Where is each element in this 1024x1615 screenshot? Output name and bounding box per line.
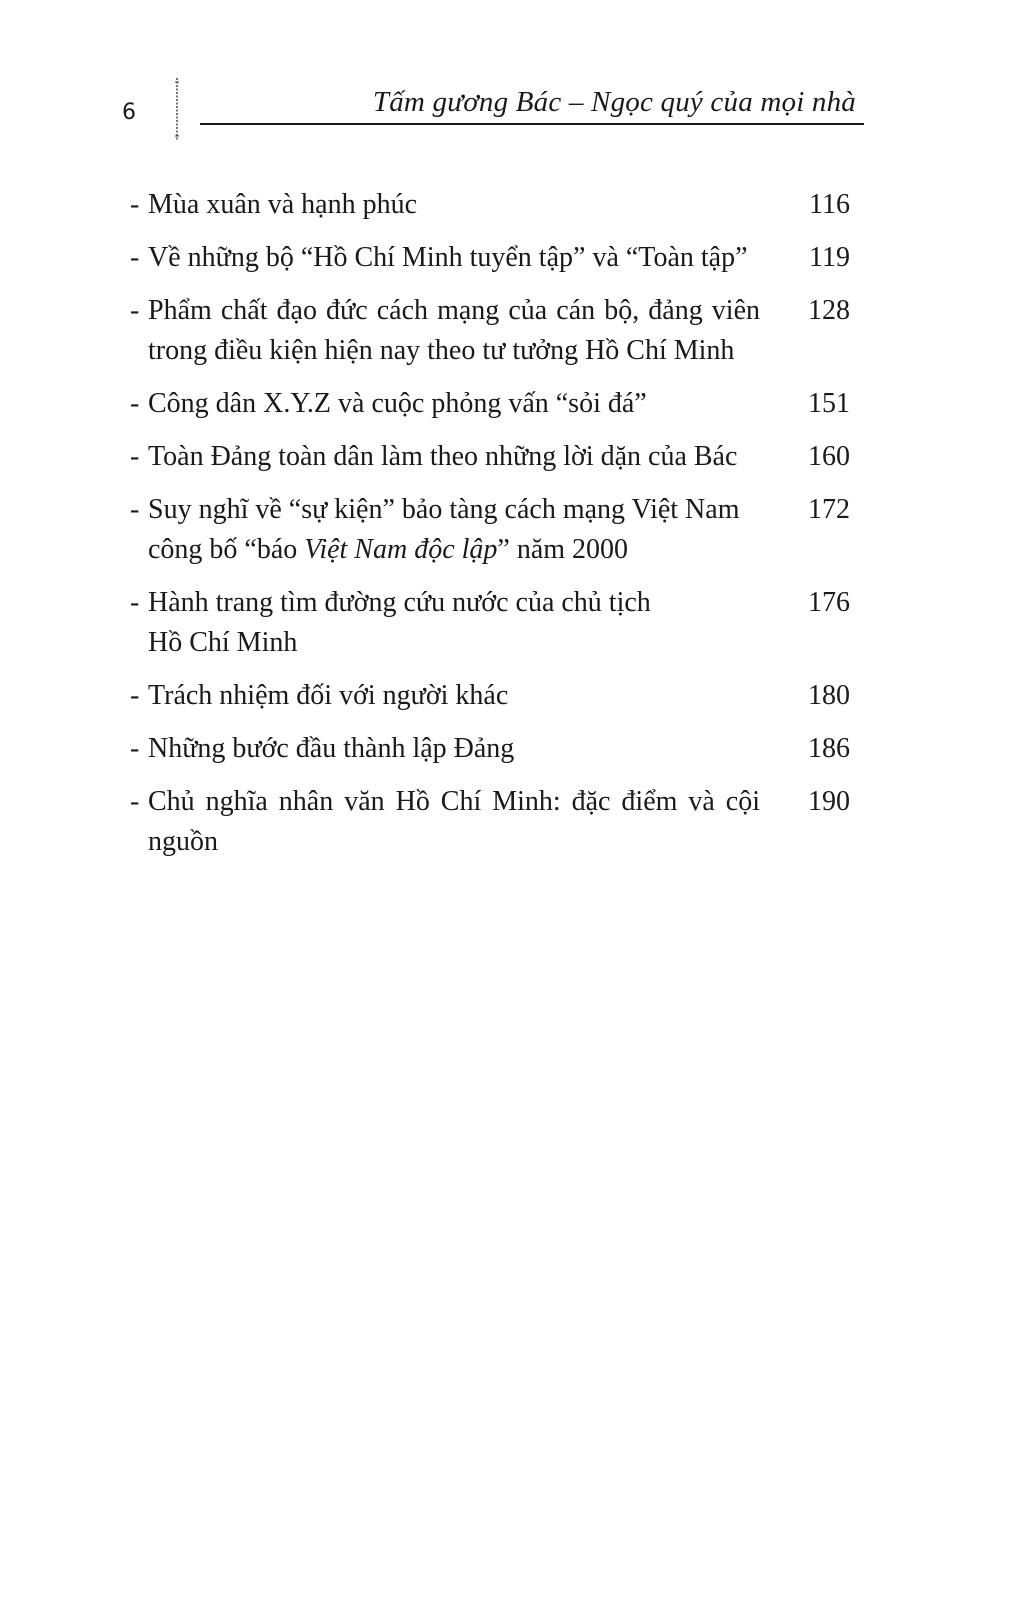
toc-bullet: -	[130, 189, 140, 220]
toc-bullet: -	[130, 295, 140, 326]
toc-entry-title: Chủ nghĩa nhân văn Hồ Chí Minh: đặc điểm và cội nguồn	[148, 786, 760, 857]
toc-entry-title	[148, 490, 760, 570]
toc-bullet: -	[130, 388, 140, 419]
toc-entry-title-part: ” năm 2000	[497, 534, 629, 565]
toc-entry[interactable]	[130, 437, 850, 477]
toc-bullet: -	[130, 587, 140, 618]
toc-entry-title: Phẩm chất đạo đức cách mạng của cán bộ, đảng viên trong điều kiện hiện nay theo tư tưởng Hồ Chí Minh	[148, 295, 760, 366]
toc-entry-title-line: Hành trang tìm đường cứu nước của chủ tịch	[148, 587, 651, 618]
toc-entry[interactable]	[130, 729, 850, 769]
toc-entry-page: 128	[808, 295, 850, 326]
toc-entry-page: 186	[808, 733, 850, 764]
toc-entry[interactable]	[130, 583, 850, 663]
toc-bullet: -	[130, 494, 140, 525]
toc-bullet: -	[130, 680, 140, 711]
toc-entry-page: 172	[808, 494, 850, 525]
toc-entry-title: Toàn Đảng toàn dân làm theo những lời dặn của Bác	[148, 441, 738, 472]
toc-entry-page: 119	[809, 242, 850, 273]
toc-entry-page: 180	[808, 680, 850, 711]
toc-bullet: -	[130, 733, 140, 764]
toc-entry-title-italic: Việt Nam độc lập	[304, 534, 498, 565]
running-title: Tấm gương Bác – Ngọc quý của mọi nhà	[372, 86, 856, 118]
toc-entry-title: Mùa xuân và hạnh phúc	[148, 189, 418, 220]
toc-entry-title	[148, 583, 760, 663]
toc-bullet: -	[130, 242, 140, 273]
toc-bullet: -	[130, 786, 140, 817]
page-number: 6	[122, 100, 136, 125]
toc-entry[interactable]	[130, 384, 850, 424]
toc-entry-page: 151	[808, 388, 850, 419]
toc-entry[interactable]	[130, 782, 850, 862]
toc-entry-title: Về những bộ “Hồ Chí Minh tuyển tập” và “Toàn tập”	[148, 242, 748, 273]
toc-entry-title-part: Suy nghĩ về “sự kiện” bảo tàng cách mạng Việt Nam công bố “báo	[148, 494, 740, 565]
toc-entry[interactable]	[130, 291, 850, 371]
toc-entry-title: Trách nhiệm đối với người khác	[148, 680, 509, 711]
toc-entry[interactable]	[130, 238, 850, 278]
toc-entry-title-line: Hồ Chí Minh	[148, 627, 298, 658]
toc-entry-title: Công dân X.Y.Z và cuộc phỏng vấn “sỏi đá”	[148, 388, 647, 419]
toc-entry[interactable]	[130, 490, 850, 570]
header-rule	[200, 123, 864, 125]
header-ornament-divider	[174, 78, 180, 140]
toc-entry[interactable]	[130, 676, 850, 716]
toc-bullet: -	[130, 441, 140, 472]
toc-entry-page: 176	[808, 587, 850, 618]
toc-entry-title: Những bước đầu thành lập Đảng	[148, 733, 515, 764]
toc-entry[interactable]	[130, 185, 850, 225]
toc-entry-page: 160	[808, 441, 850, 472]
toc-entry-page: 190	[808, 786, 850, 817]
table-of-contents	[130, 185, 850, 875]
toc-entry-page: 116	[809, 189, 850, 220]
